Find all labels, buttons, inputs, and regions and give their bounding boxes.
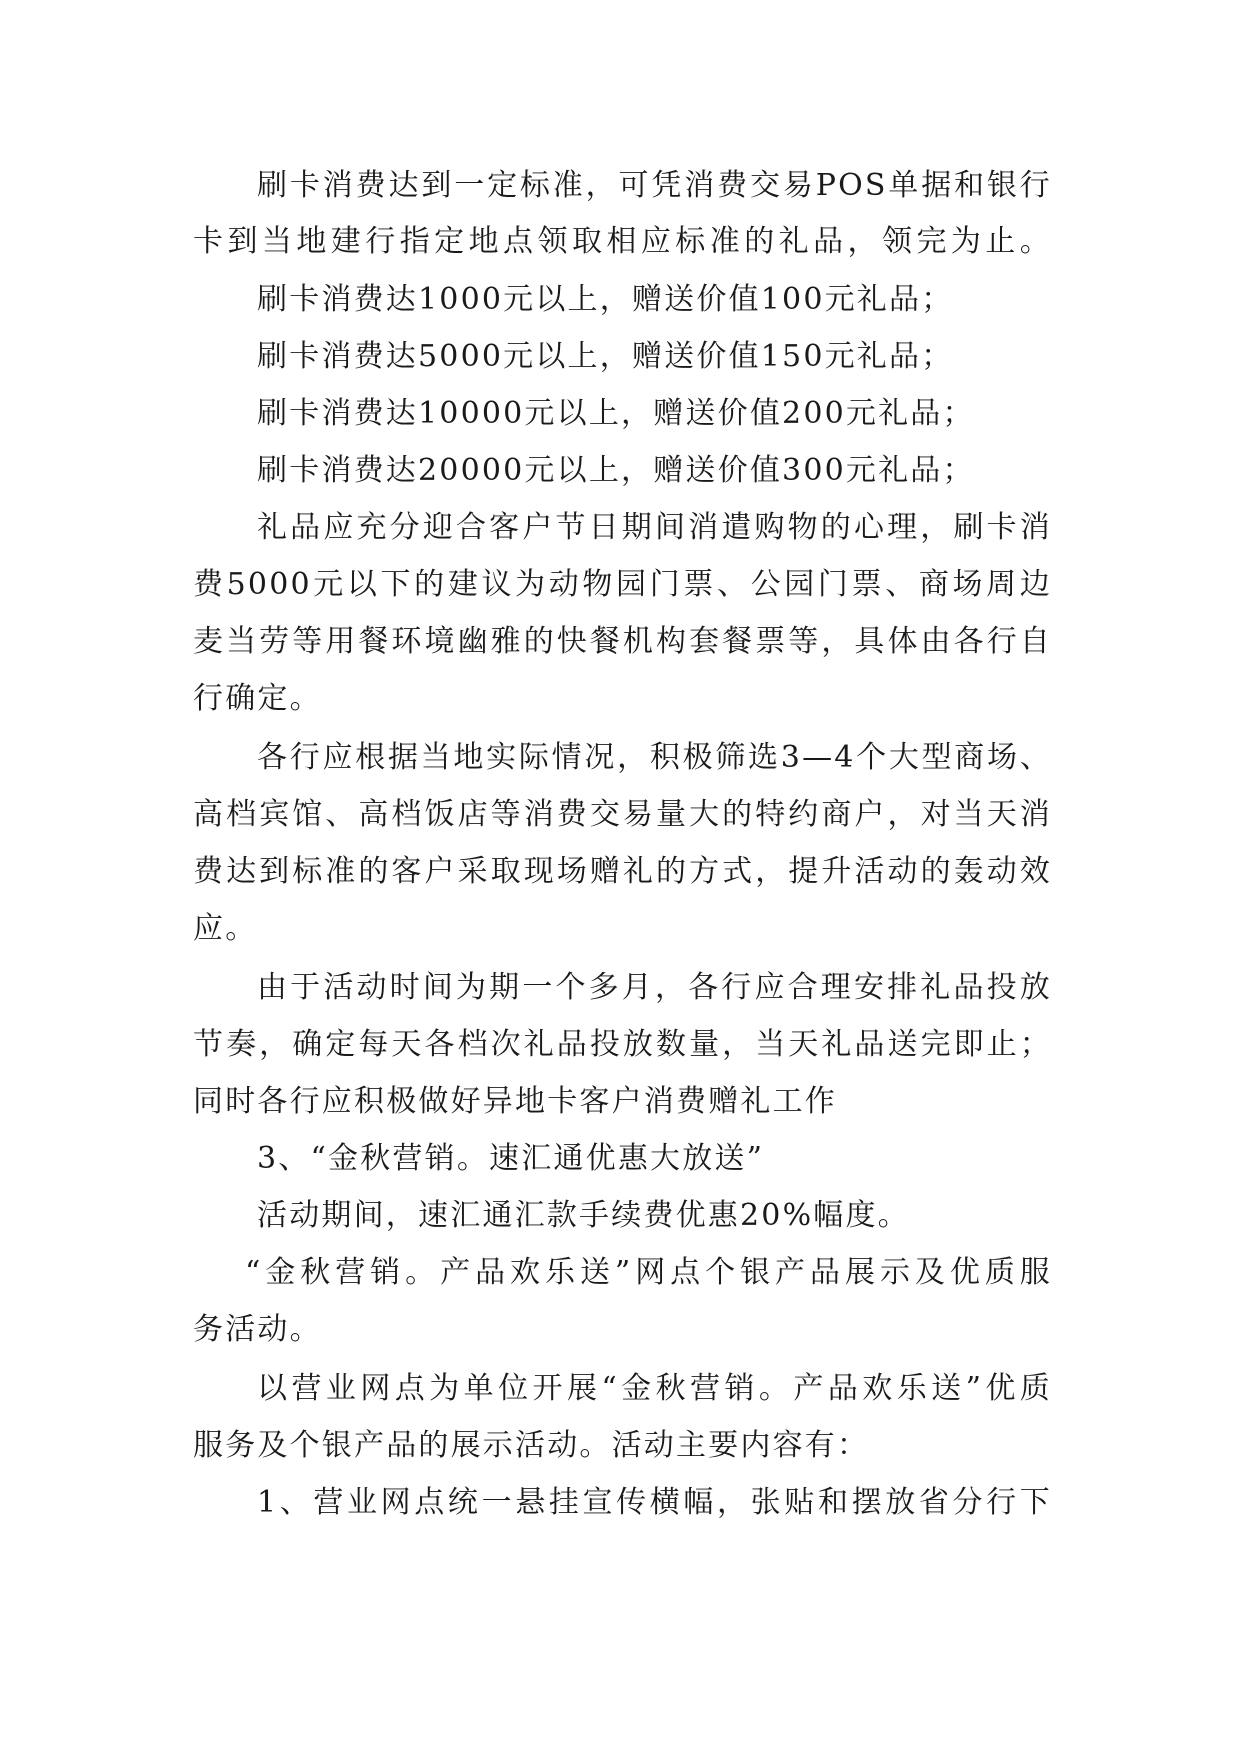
text-line: 礼品应充分迎合客户节日期间消遣购物的心理，刷卡消: [257, 510, 1052, 545]
text-line: 各行应根据当地实际情况，积极筛选3—4个大型商场、: [257, 740, 1052, 775]
text-line: 刷卡消费达5000元以上，赠送价值150元礼品；: [257, 339, 954, 374]
text-line: 费达到标准的客户采取现场赠礼的方式，提升活动的轰动效: [193, 854, 1052, 889]
text-line: 刷卡消费达1000元以上，赠送价值100元礼品；: [257, 282, 954, 317]
text-line: “金秋营销。产品欢乐送”网点个银产品展示及优质服: [245, 1255, 1052, 1290]
text-line: 由于活动时间为期一个多月，各行应合理安排礼品投放: [257, 970, 1052, 1005]
text-line: 3、“金秋营销。速汇通优惠大放送”: [257, 1141, 765, 1176]
text-line: 高档宾馆、高档饭店等消费交易量大的特约商户，对当天消: [193, 797, 1052, 832]
text-line: 卡到当地建行指定地点领取相应标准的礼品，领完为止。: [193, 224, 1052, 259]
text-line: 务活动。: [193, 1312, 322, 1347]
text-line: 以营业网点为单位开展“金秋营销。产品欢乐送”优质: [257, 1371, 1052, 1406]
text-line: 行确定。: [193, 681, 322, 716]
text-line: 费5000元以下的建议为动物园门票、公园门票、商场周边: [193, 567, 1052, 602]
text-line: 活动期间，速汇通汇款手续费优惠20%幅度。: [257, 1198, 910, 1233]
text-line: 刷卡消费达到一定标准，可凭消费交易POS单据和银行: [257, 168, 1052, 203]
text-line: 同时各行应积极做好异地卡客户消费赠礼工作: [193, 1084, 837, 1119]
text-line: 服务及个银产品的展示活动。活动主要内容有：: [193, 1428, 870, 1463]
text-line: 1、营业网点统一悬挂宣传横幅，张贴和摆放省分行下: [257, 1485, 1052, 1520]
text-line: 刷卡消费达10000元以上，赠送价值200元礼品；: [257, 396, 975, 431]
text-line: 节奏，确定每天各档次礼品投放数量，当天礼品送完即止；: [193, 1027, 1052, 1062]
text-line: 刷卡消费达20000元以上，赠送价值300元礼品；: [257, 453, 975, 488]
text-line: 麦当劳等用餐环境幽雅的快餐机构套餐票等，具体由各行自: [193, 624, 1052, 659]
text-line: 应。: [193, 911, 258, 946]
